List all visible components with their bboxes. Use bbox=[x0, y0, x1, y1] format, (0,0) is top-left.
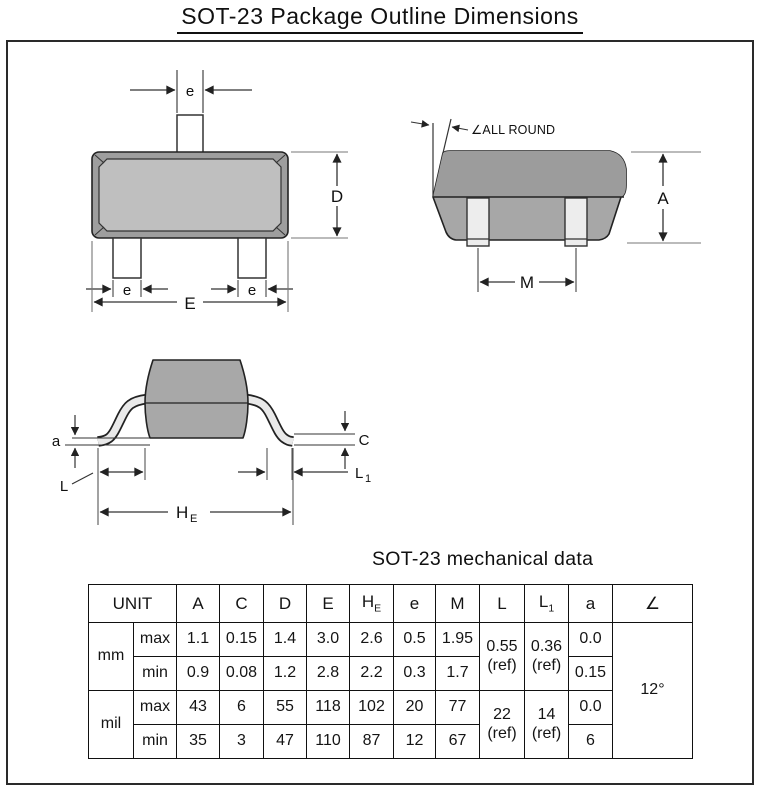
unit-mil: mil bbox=[89, 691, 134, 759]
label-a: a bbox=[51, 433, 61, 450]
header-e: e bbox=[394, 585, 436, 623]
dimension-e-top bbox=[130, 70, 252, 113]
front-pad-right bbox=[565, 198, 587, 246]
label-L1: L bbox=[355, 465, 364, 482]
table-header-row bbox=[89, 585, 693, 623]
package-body-side-view bbox=[145, 360, 248, 438]
mil-min-label: min bbox=[134, 725, 177, 759]
lead-right bbox=[246, 399, 293, 442]
cell: 0.0 bbox=[569, 623, 613, 657]
row-mil-min bbox=[89, 725, 693, 759]
label-HE-sub: E bbox=[190, 513, 198, 525]
cell: 6 bbox=[569, 725, 613, 759]
cell: 35 bbox=[177, 725, 220, 759]
top-pin bbox=[177, 115, 203, 153]
bottom-pin-left bbox=[113, 238, 141, 278]
row-mm-max bbox=[89, 623, 693, 657]
cell: 0.15 bbox=[220, 623, 264, 657]
cell: 110 bbox=[307, 725, 350, 759]
mechanical-data-table bbox=[88, 584, 693, 759]
package-body-top-view bbox=[92, 152, 288, 238]
top-view-drawing bbox=[30, 60, 360, 320]
unit-mm: mm bbox=[89, 623, 134, 691]
dimension-L1 bbox=[238, 448, 371, 485]
label-M: M bbox=[519, 273, 535, 292]
cell: 0.3 bbox=[394, 657, 436, 691]
cell: 0.15 bbox=[569, 657, 613, 691]
cell: 87 bbox=[350, 725, 394, 759]
cell: 2.8 bbox=[307, 657, 350, 691]
mm-min-label: min bbox=[134, 657, 177, 691]
dimension-L bbox=[60, 448, 145, 525]
label-e-top: e bbox=[185, 83, 195, 100]
dimension-A bbox=[627, 152, 701, 243]
cell: 0.5 bbox=[394, 623, 436, 657]
label-L1-sub: 1 bbox=[365, 473, 372, 485]
cell: 55 bbox=[264, 691, 307, 725]
cell: 6 bbox=[220, 691, 264, 725]
cell: 118 bbox=[307, 691, 350, 725]
cell-mil-L: 22 (ref) bbox=[480, 691, 525, 759]
cell: 0.9 bbox=[177, 657, 220, 691]
header-unit: UNIT bbox=[89, 585, 177, 623]
header-L: L bbox=[480, 585, 525, 623]
front-pad-left bbox=[467, 198, 489, 246]
cell: 77 bbox=[436, 691, 480, 725]
cell-mm-L1: 0.36 (ref) bbox=[525, 623, 569, 691]
row-mil-max bbox=[89, 691, 693, 725]
cell: 1.7 bbox=[436, 657, 480, 691]
mil-max-label: max bbox=[134, 691, 177, 725]
table-title: SOT-23 mechanical data bbox=[372, 548, 594, 570]
dimension-e-left bbox=[86, 280, 168, 299]
dimension-D bbox=[291, 152, 348, 238]
cell: 2.2 bbox=[350, 657, 394, 691]
cell-mm-L: 0.55 (ref) bbox=[480, 623, 525, 691]
header-M: M bbox=[436, 585, 480, 623]
mm-max-label: max bbox=[134, 623, 177, 657]
label-L: L bbox=[59, 478, 69, 495]
header-D: D bbox=[264, 585, 307, 623]
cell: 67 bbox=[436, 725, 480, 759]
row-mm-min bbox=[89, 657, 693, 691]
cell: 20 bbox=[394, 691, 436, 725]
label-D: D bbox=[330, 187, 344, 206]
label-E: E bbox=[184, 294, 196, 313]
header-A: A bbox=[177, 585, 220, 623]
lead-left bbox=[98, 399, 147, 442]
cell: 43 bbox=[177, 691, 220, 725]
package-body-front-view bbox=[433, 151, 626, 240]
header-HE: $H_E$ bbox=[350, 585, 394, 623]
cell: 0.08 bbox=[220, 657, 264, 691]
dimension-HE bbox=[100, 448, 293, 525]
dimension-M bbox=[478, 248, 576, 292]
header-L1: $L_1$ bbox=[525, 585, 569, 623]
cell: 0.0 bbox=[569, 691, 613, 725]
cell: 3 bbox=[220, 725, 264, 759]
label-A: A bbox=[657, 189, 669, 208]
label-HE: H bbox=[176, 503, 189, 522]
cell: 3.0 bbox=[307, 623, 350, 657]
dimension-e-right bbox=[211, 280, 293, 299]
header-E: E bbox=[307, 585, 350, 623]
bottom-pin-right bbox=[238, 238, 266, 278]
cell-angle: 12° bbox=[613, 623, 693, 759]
cell: 1.4 bbox=[264, 623, 307, 657]
cell-mil-L1: 14 (ref) bbox=[525, 691, 569, 759]
cell: 1.1 bbox=[177, 623, 220, 657]
cell: 2.6 bbox=[350, 623, 394, 657]
label-e-right: e bbox=[247, 282, 257, 299]
label-C: C bbox=[358, 432, 370, 449]
cell: 12 bbox=[394, 725, 436, 759]
cell: 1.2 bbox=[264, 657, 307, 691]
dimension-C bbox=[294, 411, 370, 469]
header-angle: ∠ bbox=[613, 585, 693, 623]
cell: 102 bbox=[350, 691, 394, 725]
label-e-left: e bbox=[122, 282, 132, 299]
cell: 1.95 bbox=[436, 623, 480, 657]
front-view-drawing bbox=[405, 105, 710, 300]
page-title: SOT-23 Package Outline Dimensions bbox=[0, 3, 760, 34]
cell: 47 bbox=[264, 725, 307, 759]
label-all-round: ∠ALL ROUND bbox=[471, 123, 556, 137]
side-view-drawing bbox=[40, 345, 390, 540]
header-a: a bbox=[569, 585, 613, 623]
header-C: C bbox=[220, 585, 264, 623]
